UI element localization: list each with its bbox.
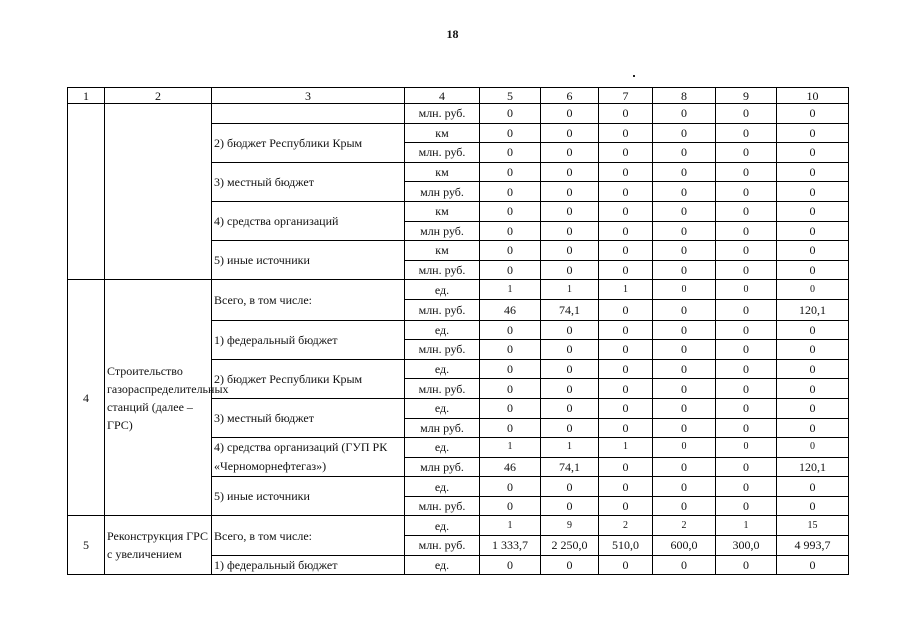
- value-cell: 0: [599, 418, 653, 438]
- value-cell: 0: [599, 555, 653, 575]
- unit-cell: ед.: [405, 320, 480, 340]
- value-cell: 0: [541, 221, 599, 241]
- value-cell: 0: [716, 496, 777, 516]
- unit-cell: млн. руб.: [405, 143, 480, 163]
- header-cell: 4: [405, 88, 480, 104]
- object-cell: Реконструкция ГРС с увеличением: [105, 516, 212, 575]
- value-cell: 0: [653, 201, 716, 221]
- unit-cell: млн. руб.: [405, 340, 480, 360]
- value-cell: 0: [777, 182, 849, 202]
- header-cell: 5: [480, 88, 541, 104]
- value-cell: 0: [480, 221, 541, 241]
- unit-cell: км: [405, 162, 480, 182]
- value-cell: 0: [480, 340, 541, 360]
- value-cell: 0: [480, 398, 541, 418]
- scan-dot: [633, 75, 635, 77]
- header-cell: 6: [541, 88, 599, 104]
- unit-cell: ед.: [405, 555, 480, 575]
- value-cell: 0: [777, 340, 849, 360]
- value-cell: 0: [599, 398, 653, 418]
- value-cell: 0: [653, 104, 716, 124]
- table-row: [68, 516, 849, 536]
- value-cell: 4 993,7: [777, 536, 849, 556]
- value-cell: 0: [653, 320, 716, 340]
- value-cell: 0: [599, 457, 653, 477]
- value-cell: 1: [599, 280, 653, 300]
- value-cell: 0: [777, 555, 849, 575]
- value-cell: 1: [480, 516, 541, 536]
- header-cell: 1: [68, 88, 105, 104]
- value-cell: 0: [599, 123, 653, 143]
- value-cell: 46: [480, 457, 541, 477]
- value-cell: 0: [653, 162, 716, 182]
- value-cell: 0: [541, 201, 599, 221]
- value-cell: 0: [716, 143, 777, 163]
- row-number-cell: [68, 104, 105, 280]
- value-cell: 0: [653, 260, 716, 280]
- funding-source-cell: 3) местный бюджет: [212, 162, 405, 201]
- value-cell: 0: [716, 221, 777, 241]
- value-cell: 0: [541, 379, 599, 399]
- value-cell: 0: [541, 182, 599, 202]
- unit-cell: ед.: [405, 516, 480, 536]
- value-cell: 0: [541, 143, 599, 163]
- value-cell: 0: [777, 143, 849, 163]
- value-cell: 2 250,0: [541, 536, 599, 556]
- header-cell: 8: [653, 88, 716, 104]
- value-cell: 120,1: [777, 299, 849, 320]
- value-cell: 0: [653, 241, 716, 261]
- value-cell: 0: [599, 221, 653, 241]
- value-cell: 0: [480, 320, 541, 340]
- funding-source-cell: 2) бюджет Республики Крым: [212, 359, 405, 398]
- value-cell: 0: [653, 457, 716, 477]
- funding-source-cell: 4) средства организаций: [212, 201, 405, 240]
- value-cell: 0: [653, 438, 716, 458]
- value-cell: 0: [480, 260, 541, 280]
- funding-source-cell: 3) местный бюджет: [212, 398, 405, 437]
- value-cell: 0: [716, 398, 777, 418]
- value-cell: 0: [599, 104, 653, 124]
- unit-cell: ед.: [405, 398, 480, 418]
- value-cell: 0: [480, 182, 541, 202]
- value-cell: 0: [480, 143, 541, 163]
- value-cell: 0: [716, 438, 777, 458]
- funding-source-cell: 4) средства организаций (ГУП РК «Черноморнефтегаз»): [212, 438, 405, 477]
- value-cell: 0: [599, 359, 653, 379]
- funding-source-cell: 2) бюджет Республики Крым: [212, 123, 405, 162]
- value-cell: 0: [541, 162, 599, 182]
- value-cell: 0: [653, 379, 716, 399]
- row-number-cell: 5: [68, 516, 105, 575]
- unit-cell: ед.: [405, 359, 480, 379]
- value-cell: 0: [480, 418, 541, 438]
- value-cell: 0: [599, 201, 653, 221]
- value-cell: 0: [541, 496, 599, 516]
- funding-source-cell: 5) иные источники: [212, 241, 405, 280]
- value-cell: 0: [777, 398, 849, 418]
- value-cell: 74,1: [541, 299, 599, 320]
- unit-cell: млн руб.: [405, 221, 480, 241]
- value-cell: 510,0: [599, 536, 653, 556]
- value-cell: 0: [480, 241, 541, 261]
- value-cell: 0: [777, 359, 849, 379]
- object-cell: [105, 104, 212, 280]
- value-cell: 0: [716, 299, 777, 320]
- value-cell: 0: [599, 477, 653, 497]
- value-cell: 0: [777, 379, 849, 399]
- table-row: [68, 280, 849, 300]
- value-cell: 0: [716, 280, 777, 300]
- value-cell: 0: [599, 320, 653, 340]
- unit-cell: ед.: [405, 438, 480, 458]
- value-cell: 0: [541, 260, 599, 280]
- value-cell: 0: [777, 496, 849, 516]
- value-cell: 0: [716, 340, 777, 360]
- header-cell: 3: [212, 88, 405, 104]
- funding-source-cell: 1) федеральный бюджет: [212, 555, 405, 575]
- value-cell: 2: [599, 516, 653, 536]
- value-cell: 0: [653, 280, 716, 300]
- value-cell: 0: [599, 260, 653, 280]
- value-cell: 0: [541, 359, 599, 379]
- value-cell: 1: [716, 516, 777, 536]
- value-cell: 0: [777, 201, 849, 221]
- value-cell: 0: [716, 457, 777, 477]
- page-number: 18: [446, 27, 459, 41]
- funding-source-cell: 1) федеральный бюджет: [212, 320, 405, 359]
- value-cell: 0: [599, 379, 653, 399]
- value-cell: 0: [653, 477, 716, 497]
- header-row: [68, 88, 849, 104]
- value-cell: 1: [541, 438, 599, 458]
- value-cell: 0: [541, 241, 599, 261]
- value-cell: 0: [480, 162, 541, 182]
- value-cell: 0: [777, 260, 849, 280]
- value-cell: 0: [653, 143, 716, 163]
- value-cell: 0: [480, 555, 541, 575]
- value-cell: 0: [480, 379, 541, 399]
- value-cell: 0: [653, 340, 716, 360]
- value-cell: 0: [716, 104, 777, 124]
- value-cell: 0: [716, 201, 777, 221]
- value-cell: 1: [480, 438, 541, 458]
- value-cell: 0: [653, 299, 716, 320]
- value-cell: 0: [599, 299, 653, 320]
- unit-cell: млн. руб.: [405, 260, 480, 280]
- value-cell: 0: [653, 496, 716, 516]
- value-cell: 0: [480, 201, 541, 221]
- value-cell: 0: [716, 418, 777, 438]
- value-cell: 0: [716, 241, 777, 261]
- value-cell: 300,0: [716, 536, 777, 556]
- value-cell: 0: [541, 555, 599, 575]
- unit-cell: млн руб.: [405, 182, 480, 202]
- value-cell: 74,1: [541, 457, 599, 477]
- funding-source-cell: Всего, в том числе:: [212, 280, 405, 320]
- value-cell: 0: [777, 418, 849, 438]
- value-cell: 0: [716, 162, 777, 182]
- unit-cell: млн. руб.: [405, 496, 480, 516]
- table-row: [68, 104, 849, 124]
- unit-cell: км: [405, 241, 480, 261]
- value-cell: 0: [716, 359, 777, 379]
- value-cell: 0: [541, 123, 599, 143]
- value-cell: 0: [777, 123, 849, 143]
- value-cell: 120,1: [777, 457, 849, 477]
- value-cell: 0: [716, 379, 777, 399]
- funding-source-cell: Всего, в том числе:: [212, 516, 405, 555]
- value-cell: 0: [480, 359, 541, 379]
- unit-cell: млн. руб.: [405, 104, 480, 124]
- unit-cell: км: [405, 201, 480, 221]
- unit-cell: млн. руб.: [405, 379, 480, 399]
- value-cell: 0: [777, 320, 849, 340]
- value-cell: 0: [599, 340, 653, 360]
- funding-source-cell: [212, 104, 405, 124]
- unit-cell: млн руб.: [405, 418, 480, 438]
- value-cell: 0: [716, 123, 777, 143]
- unit-cell: ед.: [405, 280, 480, 300]
- value-cell: 15: [777, 516, 849, 536]
- row-number-cell: 4: [68, 280, 105, 516]
- value-cell: 0: [716, 182, 777, 202]
- value-cell: 0: [777, 241, 849, 261]
- value-cell: 0: [777, 438, 849, 458]
- value-cell: 0: [653, 418, 716, 438]
- value-cell: 0: [541, 477, 599, 497]
- value-cell: 0: [480, 477, 541, 497]
- unit-cell: млн. руб.: [405, 536, 480, 556]
- value-cell: 9: [541, 516, 599, 536]
- header-cell: 2: [105, 88, 212, 104]
- value-cell: 0: [653, 359, 716, 379]
- value-cell: 1 333,7: [480, 536, 541, 556]
- value-cell: 0: [777, 280, 849, 300]
- value-cell: 600,0: [653, 536, 716, 556]
- value-cell: 0: [599, 182, 653, 202]
- value-cell: 0: [653, 182, 716, 202]
- value-cell: 0: [599, 143, 653, 163]
- value-cell: 0: [653, 555, 716, 575]
- program-table: [67, 87, 849, 575]
- value-cell: 0: [541, 418, 599, 438]
- value-cell: 0: [480, 104, 541, 124]
- value-cell: 0: [716, 477, 777, 497]
- value-cell: 46: [480, 299, 541, 320]
- unit-cell: км: [405, 123, 480, 143]
- value-cell: 0: [777, 221, 849, 241]
- value-cell: 0: [599, 241, 653, 261]
- funding-source-cell: 5) иные источники: [212, 477, 405, 516]
- value-cell: 1: [480, 280, 541, 300]
- header-cell: 7: [599, 88, 653, 104]
- value-cell: 0: [541, 398, 599, 418]
- value-cell: 0: [653, 398, 716, 418]
- value-cell: 0: [480, 496, 541, 516]
- value-cell: 0: [777, 477, 849, 497]
- unit-cell: ед.: [405, 477, 480, 497]
- value-cell: 0: [599, 162, 653, 182]
- unit-cell: млн руб.: [405, 457, 480, 477]
- value-cell: 0: [777, 104, 849, 124]
- value-cell: 0: [653, 221, 716, 241]
- value-cell: 0: [541, 320, 599, 340]
- value-cell: 2: [653, 516, 716, 536]
- header-cell: 10: [777, 88, 849, 104]
- value-cell: 0: [599, 496, 653, 516]
- value-cell: 0: [480, 123, 541, 143]
- value-cell: 0: [777, 162, 849, 182]
- value-cell: 0: [541, 104, 599, 124]
- object-cell: Строительство газораспределительных станций (далее – ГРС): [105, 280, 212, 516]
- value-cell: 0: [716, 320, 777, 340]
- value-cell: 1: [599, 438, 653, 458]
- header-cell: 9: [716, 88, 777, 104]
- value-cell: 1: [541, 280, 599, 300]
- value-cell: 0: [541, 340, 599, 360]
- value-cell: 0: [716, 555, 777, 575]
- value-cell: 0: [716, 260, 777, 280]
- unit-cell: млн. руб.: [405, 299, 480, 320]
- value-cell: 0: [653, 123, 716, 143]
